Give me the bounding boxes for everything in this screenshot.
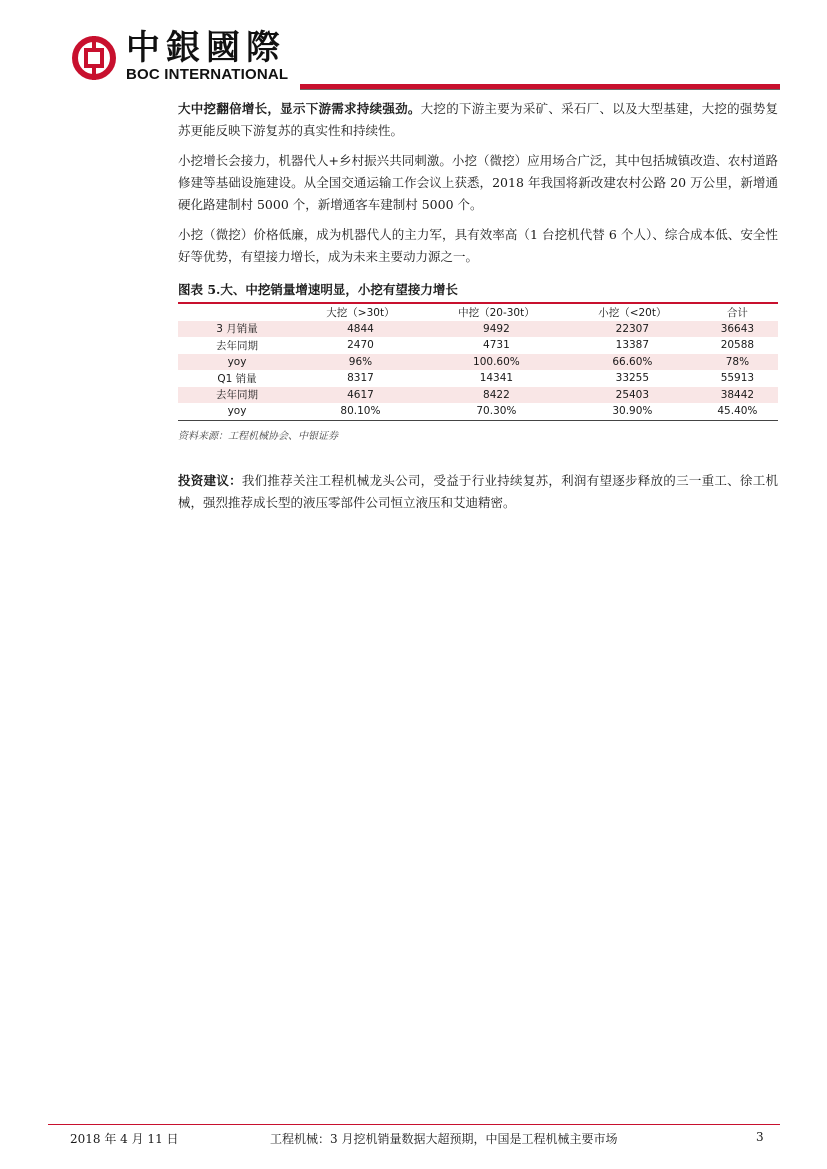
figure-source-note: 资料来源：工程机械协会、中银证券	[178, 430, 338, 442]
paragraph-text: 小挖增长会接力，机器代人+乡村振兴共同刺激。小挖（微挖）应用场合广泛，其中包括城镇改造、农村道路修建等基础设施建设。从全国交通运输工作会议上获悉，2018 年我国将新改建农村公路 20 万公里，新增通硬化路建制村 5000 个，新增通客车建制村 5000 个。	[178, 153, 778, 212]
table-header-cell: 小挖（<20t）	[568, 304, 697, 321]
table-cell: 96%	[296, 354, 425, 371]
investment-advice	[178, 470, 778, 514]
table-cell: yoy	[178, 403, 296, 420]
table-cell: 38442	[697, 387, 778, 404]
table-header-cell	[178, 304, 296, 321]
table-cell: 去年同期	[178, 387, 296, 404]
paragraph-small-excavators	[178, 150, 778, 216]
table-cell: 45.40%	[697, 403, 778, 420]
sales-table	[178, 304, 778, 421]
paragraph-mini-excavators	[178, 224, 778, 268]
page-header	[0, 0, 827, 96]
table-cell: 78%	[697, 354, 778, 371]
table-cell: 66.60%	[568, 354, 697, 371]
table-cell: 13387	[615, 339, 650, 352]
table-cell: 80.10%	[296, 403, 425, 420]
table-cell: 8317	[347, 372, 374, 385]
footer-report-title: 工程机械：3 月挖机销量数据大超预期，中国是工程机械主要市场	[270, 1132, 618, 1146]
table-row	[178, 354, 778, 371]
figure-title: 图表 5.大、中挖销量增速明显，小挖有望接力增长	[178, 280, 778, 304]
table-cell: Q1 销量	[217, 372, 257, 385]
table-header-cell: 合计	[697, 304, 778, 321]
advice-text: 我们推荐关注工程机械龙头公司，受益于行业持续复苏，利润有望逐步释放的三一重工、徐工机械，强烈推荐成长型的液压零部件公司恒立液压和艾迪精密。	[178, 472, 778, 510]
table-cell: 4617	[296, 387, 425, 404]
header-grey-rule	[300, 89, 780, 90]
advice-lead: 投资建议：	[178, 472, 242, 488]
table-header-cell: 中挖（20-30t）	[425, 304, 568, 321]
table-cell: 8422	[425, 387, 568, 404]
page-number: 3	[756, 1130, 764, 1144]
table-row	[178, 387, 778, 404]
table-cell: yoy	[178, 354, 296, 371]
logo-english-text: BOC INTERNATIONAL	[126, 66, 289, 83]
logo-chinese-text: 中銀國際	[126, 28, 286, 68]
report-body	[178, 98, 778, 522]
table-row	[178, 370, 778, 387]
table-cell: 100.60%	[425, 354, 568, 371]
paragraph-text: 大挖的下游主要为采矿、采石厂、以及大型基建，大挖的强势复苏更能反映下游复苏的真实性和持续性。	[178, 101, 778, 138]
table-cell: 3 月销量	[178, 321, 296, 338]
table-cell: 22307	[568, 321, 697, 338]
table-cell: 去年同期	[216, 339, 258, 352]
table-header-row	[178, 304, 778, 321]
table-cell: 2470	[347, 339, 374, 352]
table-cell: 33255	[615, 372, 650, 385]
table-cell: 25403	[568, 387, 697, 404]
table-cell: 4731	[483, 339, 510, 352]
table-cell: 36643	[697, 321, 778, 338]
footer-date: 2018 年 4 月 11 日	[70, 1132, 179, 1146]
paragraph-large-medium-excavators	[178, 98, 778, 142]
table-cell: 14341	[479, 372, 514, 385]
table-cell: 30.90%	[568, 403, 697, 420]
table-row	[178, 403, 778, 420]
boc-logo-icon	[72, 36, 116, 80]
table-row	[178, 321, 778, 338]
footer-rule	[48, 1124, 780, 1125]
table-row	[178, 337, 778, 354]
table-cell: 70.30%	[425, 403, 568, 420]
table-cell: 55913	[720, 372, 755, 385]
paragraph-lead: 大中挖翻倍增长，显示下游需求持续强劲。	[178, 101, 421, 116]
table-cell: 20588	[720, 339, 755, 352]
table-cell: 4844	[296, 321, 425, 338]
table-cell: 9492	[425, 321, 568, 338]
table-header-cell: 大挖（>30t）	[296, 304, 425, 321]
paragraph-text: 小挖（微挖）价格低廉，成为机器代人的主力军，具有效率高（1 台挖机代替 6 个人）、综合成本低、安全性好等优势，有望接力增长，成为未来主要动力源之一。	[178, 227, 778, 264]
